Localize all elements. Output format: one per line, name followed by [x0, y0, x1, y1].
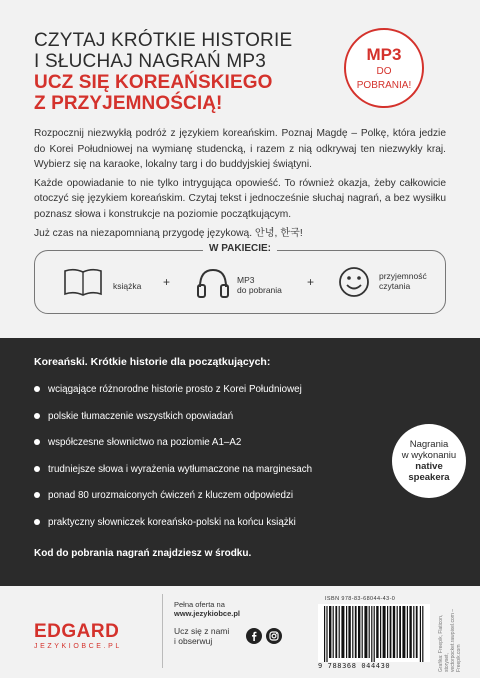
social-line-2: i obserwuj	[174, 636, 213, 646]
intro-paragraph-2: Każde opowiadanie to nie tylko intrygująca opowieść. To również okazja, żeby całkowicie otoczyć się językiem koreańskim. Czytaj tekst i jednocześnie słuchaj nagrań, a bez wysiłku poznasz słowa i konstrukcje na poziomie początkującym.	[34, 177, 446, 220]
package-item-pleasure	[379, 271, 427, 291]
package-item-mp3-label-2: do pobrania	[237, 285, 282, 295]
isbn-number: ISBN 978-83-68044-43-0	[325, 596, 396, 602]
offer-info	[174, 600, 240, 618]
features-band	[0, 338, 480, 586]
logo-sub: JEZYKIOBCE.PL	[34, 643, 122, 650]
headphones-icon	[195, 265, 231, 299]
intro-text	[34, 126, 446, 244]
feature-item: współczesne słownictwo na poziomie A1–A2	[34, 437, 374, 464]
mp3-badge	[344, 28, 424, 108]
mp3-badge-sub-2: POBRANIA!	[356, 80, 412, 91]
download-code-note: Kod do pobrania nagrań znajdziesz w środku.	[34, 548, 252, 559]
facebook-icon[interactable]	[246, 628, 262, 644]
social-line-1: Ucz się z nami	[174, 626, 230, 636]
features-title: Koreański. Krótkie historie dla początkujących:	[34, 356, 271, 368]
smiley-icon	[337, 265, 371, 299]
native-badge-line-3: native	[415, 461, 443, 472]
offer-label: Pełna oferta na	[174, 600, 225, 609]
package-item-book-label: książka	[113, 281, 142, 291]
book-icon	[63, 267, 103, 299]
edgard-logo	[34, 622, 122, 651]
feature-item: trudniejsze słowa i wyrażenia wytłumaczone na marginesach	[34, 464, 374, 491]
offer-url[interactable]: www.jezykiobce.pl	[174, 609, 240, 618]
package-item-mp3-label-1: MP3	[237, 275, 255, 285]
cover-header	[34, 30, 334, 114]
social-info	[174, 626, 229, 646]
header-line-2: I SŁUCHAJ NAGRAŃ MP3	[34, 51, 267, 72]
features-list	[34, 384, 374, 543]
package-box	[34, 243, 446, 314]
logo-name: EDGARD	[34, 621, 120, 642]
feature-item: polskie tłumaczenie wszystkich opowiadań	[34, 411, 374, 438]
graphics-credit: Grafika: Freepik, Flaticon, storyset, vectorpocket.rawpixel.com – Freepik.com	[438, 608, 462, 672]
package-item-book	[113, 281, 141, 291]
header-line-1: CZYTAJ KRÓTKIE HISTORIE	[34, 30, 293, 51]
mp3-badge-title: MP3	[366, 45, 402, 64]
instagram-icon[interactable]	[266, 628, 282, 644]
native-badge-line-4: speakera	[408, 472, 450, 483]
mp3-badge-sub-1: DO	[376, 66, 392, 77]
barcode-number: 9 788368 044430	[318, 662, 391, 670]
package-plus-2: +	[307, 275, 315, 289]
package-title: W PAKIECIE:	[203, 243, 277, 254]
publisher-footer	[0, 586, 480, 678]
barcode-icon	[318, 604, 430, 662]
feature-item: ponad 80 urozmaiconych ćwiczeń z kluczem odpowiedzi	[34, 490, 374, 517]
native-badge-line-2: w wykonaniu	[401, 450, 457, 461]
native-badge-line-1: Nagrania	[409, 439, 449, 450]
package-item-pleasure-label-2: czytania	[379, 281, 411, 291]
header-red-line-2: Z PRZYJEMNOŚCIĄ!	[34, 93, 223, 114]
intro-paragraph-1: Rozpocznij niezwykłą podróż z językiem koreańskim. Poznaj Magdę – Polkę, która jedzie do Korei Południowej na wymianę studencką, i razem z nią odkrywaj ten niezwykły kraj. Wybierz się na karaoke, lokalny targ i do buddyjskiej świątyni.	[34, 128, 446, 171]
feature-item: praktyczny słowniczek koreańsko-polski na końcu książki	[34, 517, 374, 544]
intro-paragraph-3: Już czas na niezapomnianą przygodę językową. 안녕, 한국!	[34, 227, 303, 239]
package-item-mp3	[237, 275, 282, 295]
native-speaker-badge	[392, 424, 466, 498]
header-red-line-1: UCZ SIĘ KOREAŃSKIEGO	[34, 72, 273, 93]
footer-divider	[162, 594, 163, 668]
feature-item: wciągające różnorodne historie prosto z Korei Południowej	[34, 384, 374, 411]
package-item-pleasure-label-1: przyjemność	[379, 271, 427, 281]
package-plus-1: +	[163, 275, 171, 289]
